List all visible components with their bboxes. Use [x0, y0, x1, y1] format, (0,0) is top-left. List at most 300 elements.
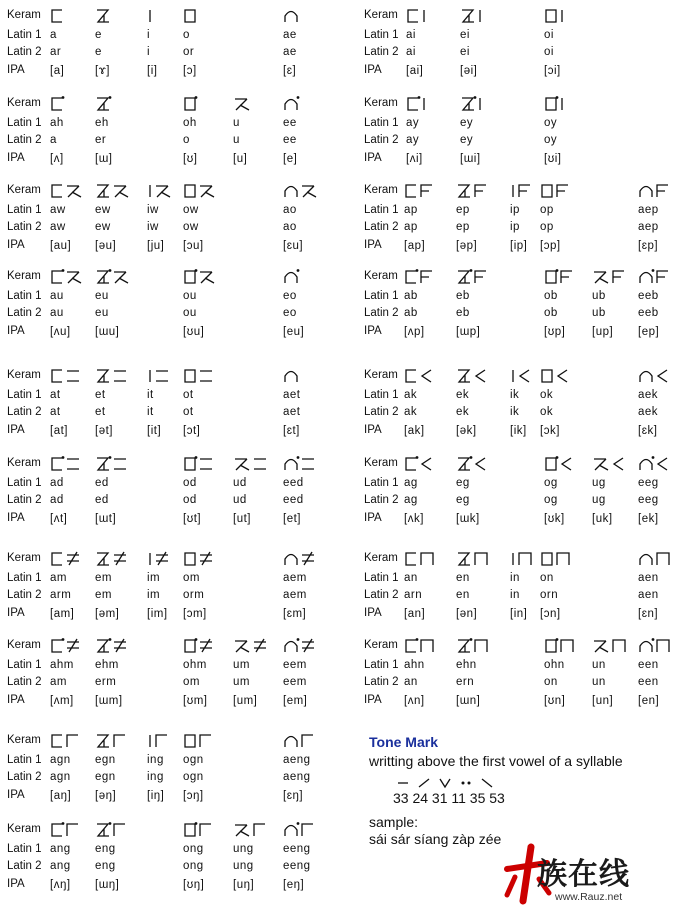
row-label: IPA — [7, 789, 25, 801]
latin1-value: oy — [544, 117, 558, 129]
syllable-column — [456, 183, 518, 265]
ipa-value: [ʊ] — [183, 153, 198, 165]
keram-glyph-icon — [50, 269, 83, 284]
latin2-value: orn — [540, 589, 559, 601]
latin1-value: om — [183, 572, 200, 584]
row-label: Latin 1 — [7, 843, 42, 855]
row-label: IPA — [7, 424, 25, 436]
row-label: IPA — [364, 64, 382, 76]
latin2-value: ei — [460, 46, 470, 58]
keram-glyph-icon — [404, 456, 433, 471]
row-label: Latin 2 — [7, 134, 42, 146]
ipa-value: [ən] — [456, 608, 478, 620]
ipa-value: [ut] — [233, 513, 251, 525]
ipa-value: [ʌt] — [50, 513, 68, 525]
latin1-value: u — [233, 117, 240, 129]
keram-glyph-icon — [183, 638, 214, 653]
ipa-value: [ʌp] — [404, 326, 425, 338]
ipa-value: [ɔp] — [540, 240, 561, 252]
ipa-value: [ɯi] — [460, 153, 481, 165]
syllable-group-b18 — [7, 822, 337, 904]
ipa-value: [ʊi] — [544, 153, 562, 165]
latin1-value: aen — [638, 572, 659, 584]
keram-glyph-icon — [404, 269, 433, 284]
latin2-value: ae — [283, 46, 297, 58]
latin1-value: ehm — [95, 659, 119, 671]
row-label: Latin 2 — [7, 307, 42, 319]
keram-glyph-icon — [147, 368, 170, 383]
latin2-value: ang — [50, 860, 71, 872]
sample-text: sái sár síang zàp zée — [369, 831, 502, 847]
latin1-value: oi — [544, 29, 554, 41]
keram-glyph-icon — [233, 822, 266, 837]
latin2-value: eeg — [638, 494, 659, 506]
syllable-column — [283, 8, 345, 90]
keram-glyph-icon — [404, 368, 433, 383]
latin2-value: ao — [283, 221, 297, 233]
latin1-value: on — [540, 572, 554, 584]
row-label: Latin 1 — [7, 29, 42, 41]
latin2-value: eeb — [638, 307, 659, 319]
latin1-value: en — [456, 572, 470, 584]
row-label: Latin 2 — [7, 771, 42, 783]
latin1-value: ee — [283, 117, 297, 129]
latin2-value: um — [233, 676, 250, 688]
syllable-column — [456, 269, 518, 351]
keram-glyph-icon — [95, 8, 111, 23]
syllable-column — [456, 551, 518, 633]
latin2-value: ing — [147, 771, 164, 783]
row-label: Keram — [7, 457, 41, 469]
keram-glyph-icon — [404, 551, 435, 566]
latin2-value: au — [50, 307, 64, 319]
syllable-group-b8 — [364, 269, 692, 351]
syllable-column — [638, 456, 692, 538]
latin2-value: ey — [460, 134, 474, 146]
ipa-value: [ɯp] — [456, 326, 481, 338]
keram-glyph-icon — [50, 822, 79, 837]
row-label: Latin 1 — [364, 477, 399, 489]
latin2-value: er — [95, 134, 107, 146]
keram-glyph-icon — [638, 368, 669, 383]
latin1-value: ung — [233, 843, 254, 855]
row-label: IPA — [7, 152, 25, 164]
ipa-value: [iŋ] — [147, 790, 165, 802]
latin2-value: ob — [544, 307, 558, 319]
keram-glyph-icon — [456, 456, 487, 471]
latin2-value: op — [540, 221, 554, 233]
latin1-value: od — [183, 477, 197, 489]
latin1-value: ahn — [404, 659, 425, 671]
syllable-group-b9 — [7, 368, 337, 450]
ipa-value: [up] — [592, 326, 614, 338]
row-label: Latin 1 — [364, 389, 399, 401]
latin1-value: egn — [95, 754, 116, 766]
row-label: Latin 2 — [364, 307, 399, 319]
latin2-value: e — [95, 46, 102, 58]
latin1-value: au — [50, 290, 64, 302]
latin2-value: een — [638, 676, 659, 688]
keram-glyph-icon — [95, 551, 128, 566]
latin1-value: i — [147, 29, 151, 41]
latin2-value: un — [592, 676, 606, 688]
latin2-value: om — [183, 676, 200, 688]
latin1-value: o — [183, 29, 190, 41]
keram-glyph-icon — [50, 733, 79, 748]
ipa-value: [ɛp] — [638, 240, 659, 252]
tone-numbers: 33 24 31 11 35 53 — [393, 790, 505, 806]
latin1-value: eg — [456, 477, 470, 489]
keram-glyph-icon — [95, 638, 128, 653]
ipa-value: [ai] — [406, 65, 424, 77]
latin2-value: ee — [283, 134, 297, 146]
row-label: Latin 1 — [7, 477, 42, 489]
ipa-value: [ɛt] — [283, 425, 300, 437]
row-label: IPA — [364, 694, 382, 706]
latin2-value: eem — [283, 676, 307, 688]
syllable-column — [283, 96, 345, 178]
keram-glyph-icon — [283, 183, 318, 198]
syllable-column — [95, 456, 157, 538]
latin1-value: eed — [283, 477, 304, 489]
row-label: Latin 1 — [364, 117, 399, 129]
row-label: Latin 1 — [364, 659, 399, 671]
latin2-value: arm — [50, 589, 72, 601]
latin1-value: an — [404, 572, 418, 584]
latin1-value: im — [147, 572, 161, 584]
latin2-value: i — [147, 46, 151, 58]
ipa-value: [uk] — [592, 513, 613, 525]
latin1-value: ah — [50, 117, 64, 129]
row-label: Keram — [364, 639, 398, 651]
syllable-column — [540, 183, 602, 265]
keram-glyph-icon — [592, 269, 625, 284]
syllable-group-b4 — [364, 96, 692, 178]
latin2-value: egn — [95, 771, 116, 783]
syllable-group-b11 — [7, 456, 337, 538]
latin1-value: un — [592, 659, 606, 671]
latin1-value: aem — [283, 572, 307, 584]
ipa-value: [en] — [638, 695, 660, 707]
latin1-value: agn — [50, 754, 71, 766]
keram-glyph-icon — [183, 368, 214, 383]
ipa-value: [ɛu] — [283, 240, 304, 252]
latin2-value: aw — [50, 221, 66, 233]
latin2-value: ern — [456, 676, 475, 688]
tone-dip-icon — [437, 776, 453, 790]
syllable-group-b15 — [7, 638, 337, 720]
syllable-column — [540, 368, 602, 450]
ipa-value: [am] — [50, 608, 75, 620]
latin1-value: a — [50, 29, 57, 41]
keram-glyph-icon — [283, 96, 299, 111]
syllable-column — [638, 638, 692, 720]
latin2-value: or — [183, 46, 195, 58]
latin2-value: ak — [404, 406, 418, 418]
keram-glyph-icon — [456, 368, 487, 383]
latin2-value: ow — [183, 221, 199, 233]
latin1-value: ei — [460, 29, 470, 41]
syllable-column — [183, 183, 245, 265]
row-label: Keram — [364, 369, 398, 381]
syllable-group-b2 — [364, 8, 692, 90]
latin1-value: eeb — [638, 290, 659, 302]
syllable-group-b14 — [364, 551, 692, 633]
latin2-value: aeng — [283, 771, 311, 783]
keram-glyph-icon — [283, 638, 316, 653]
latin2-value: od — [183, 494, 197, 506]
ipa-value: [ɤ] — [95, 65, 110, 77]
latin2-value: iw — [147, 221, 159, 233]
keram-glyph-icon — [147, 183, 172, 198]
latin1-value: ay — [406, 117, 420, 129]
row-label: IPA — [7, 878, 25, 890]
latin2-value: ag — [404, 494, 418, 506]
latin1-value: ang — [50, 843, 71, 855]
syllable-column — [544, 96, 606, 178]
keram-glyph-icon — [50, 368, 81, 383]
latin2-value: ong — [183, 860, 204, 872]
keram-glyph-icon — [592, 456, 625, 471]
syllable-group-b3 — [7, 96, 337, 178]
latin2-value: ab — [404, 307, 418, 319]
keram-glyph-icon — [638, 269, 669, 284]
latin2-value: erm — [95, 676, 117, 688]
row-label: Latin 2 — [364, 134, 399, 146]
row-label: Latin 1 — [7, 389, 42, 401]
latin1-value: eh — [95, 117, 109, 129]
latin1-value: ud — [233, 477, 247, 489]
latin1-value: ip — [510, 204, 520, 216]
latin2-value: am — [50, 676, 67, 688]
row-label: IPA — [364, 239, 382, 251]
row-label: IPA — [7, 512, 25, 524]
row-label: Latin 2 — [364, 221, 399, 233]
ipa-value: [ɛ] — [283, 65, 297, 77]
tone-mark-section — [369, 734, 669, 854]
ipa-value: [u] — [233, 153, 248, 165]
ipa-value: [ɯŋ] — [95, 879, 120, 891]
syllable-column — [456, 368, 518, 450]
latin2-value: agn — [50, 771, 71, 783]
keram-glyph-icon — [183, 96, 197, 111]
latin1-value: oh — [183, 117, 197, 129]
keram-glyph-icon — [147, 733, 168, 748]
ipa-value: [ɔk] — [540, 425, 560, 437]
keram-glyph-icon — [544, 638, 575, 653]
row-label: IPA — [364, 424, 382, 436]
latin1-value: ug — [592, 477, 606, 489]
latin2-value: eng — [95, 860, 116, 872]
latin1-value: eng — [95, 843, 116, 855]
ipa-value: [ʌn] — [404, 695, 425, 707]
latin2-value: aet — [283, 406, 301, 418]
syllable-column — [283, 733, 345, 815]
latin1-value: e — [95, 29, 102, 41]
latin2-value: ep — [456, 221, 470, 233]
keram-glyph-icon — [283, 368, 299, 383]
latin2-value: em — [95, 589, 112, 601]
syllable-column — [460, 8, 522, 90]
ipa-value: [im] — [147, 608, 168, 620]
row-label: Latin 2 — [364, 406, 399, 418]
latin2-value: ad — [50, 494, 64, 506]
row-label: IPA — [364, 607, 382, 619]
keram-glyph-icon — [540, 183, 569, 198]
latin2-value: ok — [540, 406, 554, 418]
row-label: Latin 1 — [364, 204, 399, 216]
keram-glyph-icon — [283, 822, 314, 837]
row-label: Keram — [364, 184, 398, 196]
ipa-value: [ʌk] — [404, 513, 424, 525]
latin2-value: it — [147, 406, 154, 418]
keram-glyph-icon — [510, 368, 531, 383]
latin2-value: on — [544, 676, 558, 688]
ipa-value: [in] — [510, 608, 528, 620]
ipa-value: [ʌi] — [406, 153, 423, 165]
latin2-value: arn — [404, 589, 423, 601]
row-label: Keram — [364, 97, 398, 109]
latin2-value: oi — [544, 46, 554, 58]
latin1-value: ag — [404, 477, 418, 489]
keram-glyph-icon — [544, 8, 565, 23]
ipa-value: [au] — [50, 240, 72, 252]
latin1-value: it — [147, 389, 154, 401]
tone-mark-title: Tone Mark — [369, 734, 438, 750]
latin1-value: iw — [147, 204, 159, 216]
latin1-value: ow — [183, 204, 199, 216]
latin2-value: aen — [638, 589, 659, 601]
row-label: Latin 1 — [364, 290, 399, 302]
syllable-column — [283, 638, 345, 720]
row-label: Latin 2 — [7, 406, 42, 418]
site-watermark — [497, 843, 687, 911]
latin2-value: aem — [283, 589, 307, 601]
ipa-value: [e] — [283, 153, 298, 165]
latin1-value: ap — [404, 204, 418, 216]
ipa-value: [ep] — [638, 326, 660, 338]
ipa-value: [ɔt] — [183, 425, 201, 437]
latin2-value: a — [50, 134, 57, 146]
latin1-value: ao — [283, 204, 297, 216]
syllable-column — [95, 269, 157, 351]
keram-glyph-icon — [233, 456, 268, 471]
latin1-value: aeng — [283, 754, 311, 766]
syllable-group-b7 — [7, 269, 337, 351]
keram-glyph-icon — [540, 368, 569, 383]
syllable-column — [283, 456, 345, 538]
ipa-value: [ik] — [510, 425, 527, 437]
keram-glyph-icon — [592, 638, 627, 653]
latin2-value: eed — [283, 494, 304, 506]
ipa-value: [ju] — [147, 240, 165, 252]
syllable-group-b10 — [364, 368, 692, 450]
keram-glyph-icon — [50, 96, 64, 111]
row-label: Latin 2 — [364, 46, 399, 58]
row-label: Latin 2 — [7, 494, 42, 506]
keram-glyph-icon — [510, 183, 531, 198]
row-label: Keram — [364, 9, 398, 21]
latin1-value: aek — [638, 389, 659, 401]
keram-glyph-icon — [456, 269, 487, 284]
keram-glyph-icon — [544, 269, 573, 284]
ipa-value: [uŋ] — [233, 879, 255, 891]
tone-mark-description: writting above the first vowel of a syllable — [369, 753, 623, 769]
ipa-value: [ʌ] — [50, 153, 64, 165]
row-label: Latin 1 — [364, 572, 399, 584]
syllable-column — [406, 8, 468, 90]
keram-glyph-icon — [183, 8, 197, 23]
ipa-value: [əp] — [456, 240, 478, 252]
latin1-value: ub — [592, 290, 606, 302]
keram-glyph-icon — [95, 183, 130, 198]
syllable-column — [540, 551, 602, 633]
latin1-value: eo — [283, 290, 297, 302]
syllable-column — [456, 456, 518, 538]
keram-glyph-icon — [540, 551, 571, 566]
tone-dots-icon — [458, 776, 474, 790]
syllable-group-b1 — [7, 8, 337, 90]
ipa-value: [et] — [283, 513, 301, 525]
keram-glyph-icon — [456, 551, 489, 566]
row-label: Keram — [7, 639, 41, 651]
row-label: IPA — [364, 512, 382, 524]
ipa-value: [eŋ] — [283, 879, 305, 891]
latin1-value: ohn — [544, 659, 565, 671]
ipa-value: [aŋ] — [50, 790, 72, 802]
keram-glyph-icon — [404, 638, 435, 653]
latin2-value: ai — [406, 46, 416, 58]
latin1-value: aet — [283, 389, 301, 401]
latin1-value: am — [50, 572, 67, 584]
row-label: Keram — [7, 369, 41, 381]
latin1-value: ey — [460, 117, 474, 129]
ipa-value: [ʌŋ] — [50, 879, 71, 891]
latin2-value: ot — [183, 406, 194, 418]
ipa-value: [em] — [283, 695, 308, 707]
latin1-value: aep — [638, 204, 659, 216]
keram-glyph-icon — [283, 8, 299, 23]
keram-glyph-icon — [283, 456, 316, 471]
latin1-value: een — [638, 659, 659, 671]
keram-glyph-icon — [406, 96, 427, 111]
row-label: Latin 1 — [7, 204, 42, 216]
keram-glyph-icon — [50, 8, 64, 23]
ipa-value: [ap] — [404, 240, 426, 252]
tone-mark-symbols — [395, 776, 495, 790]
keram-glyph-icon — [95, 456, 128, 471]
row-label: Keram — [7, 734, 41, 746]
latin1-value: eem — [283, 659, 307, 671]
keram-glyph-icon — [638, 456, 669, 471]
ipa-value: [ɛn] — [638, 608, 659, 620]
ipa-value: [eu] — [283, 326, 305, 338]
keram-glyph-icon — [95, 733, 126, 748]
latin2-value: orm — [183, 589, 205, 601]
ipa-value: [an] — [404, 608, 426, 620]
keram-glyph-icon — [50, 638, 81, 653]
syllable-group-b17 — [7, 733, 337, 815]
keram-glyph-icon — [233, 96, 251, 111]
latin2-value: ud — [233, 494, 247, 506]
row-label: Keram — [7, 97, 41, 109]
syllable-column — [283, 368, 345, 450]
latin1-value: eeg — [638, 477, 659, 489]
latin1-value: ou — [183, 290, 197, 302]
keram-glyph-icon — [404, 183, 433, 198]
row-label: IPA — [7, 64, 25, 76]
keram-glyph-icon — [233, 638, 268, 653]
